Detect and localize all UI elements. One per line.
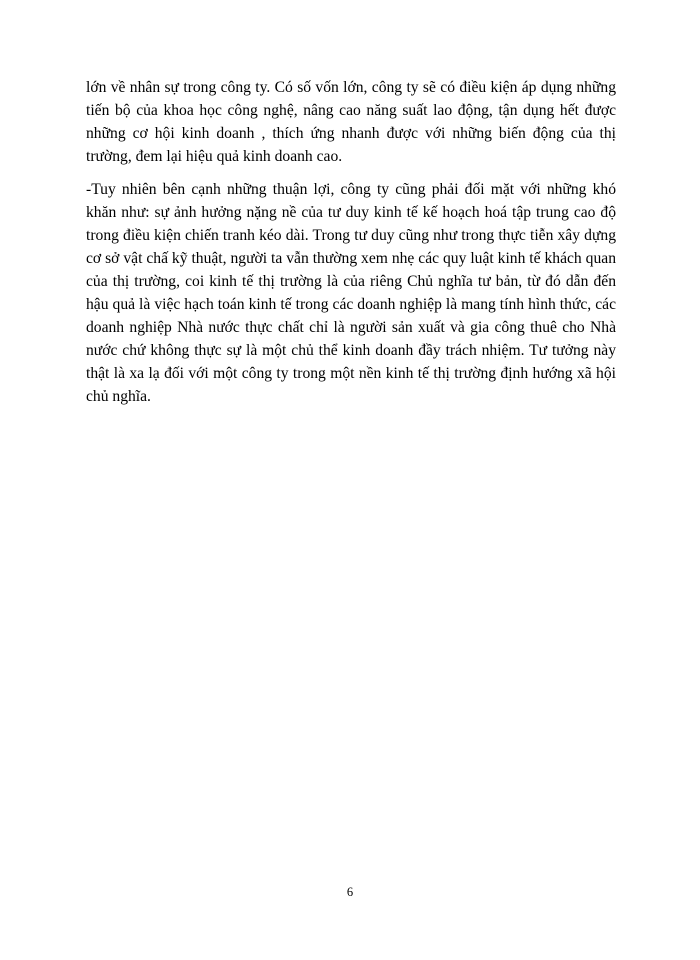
- page-number: 6: [346, 885, 354, 899]
- paragraph-difficulties: -Tuy nhiên bên cạnh những thuận lợi, công ty cũng phải đối mặt với những khó khăn như: sự ảnh hưởng nặng nề của tư duy kinh tế kế hoạch hoá tập trung cao độ trong điều kiện chiến tranh kéo dài. Trong tư duy cũng như trong thực tiễn xây dựng cơ sở vật chấ kỹ thuật, người ta vẫn thường xem nhẹ các quy luật kinh tế khách quan của thị trường, coi kinh tế thị trường là của riêng Chủ nghĩa tư bản, từ đó dẫn đến hậu quả là việc hạch toán kinh tế trong các doanh nghiệp là mang tính hình thức, các doanh nghiệp Nhà nước thực chất chỉ là người sản xuất và gia công thuê cho Nhà nước chứ không thực sự là một chủ thể kinh doanh đầy trách nhiệm. Tư tưởng này thật là xa lạ đối với một công ty trong một nền kinh tế thị trường định hướng xã hội chủ nghĩa.: [86, 181, 616, 405]
- paragraph-company-capital: lớn về nhân sự trong công ty. Có số vốn lớn, công ty sẽ có điều kiện áp dụng những tiến bộ của khoa học công nghệ, nâng cao năng suất lao động, tận dụng hết được những cơ hội kinh doanh , thích ứng nhanh được với những biến động của thị trường, đem lại hiệu quả kinh doanh cao.: [86, 79, 616, 165]
